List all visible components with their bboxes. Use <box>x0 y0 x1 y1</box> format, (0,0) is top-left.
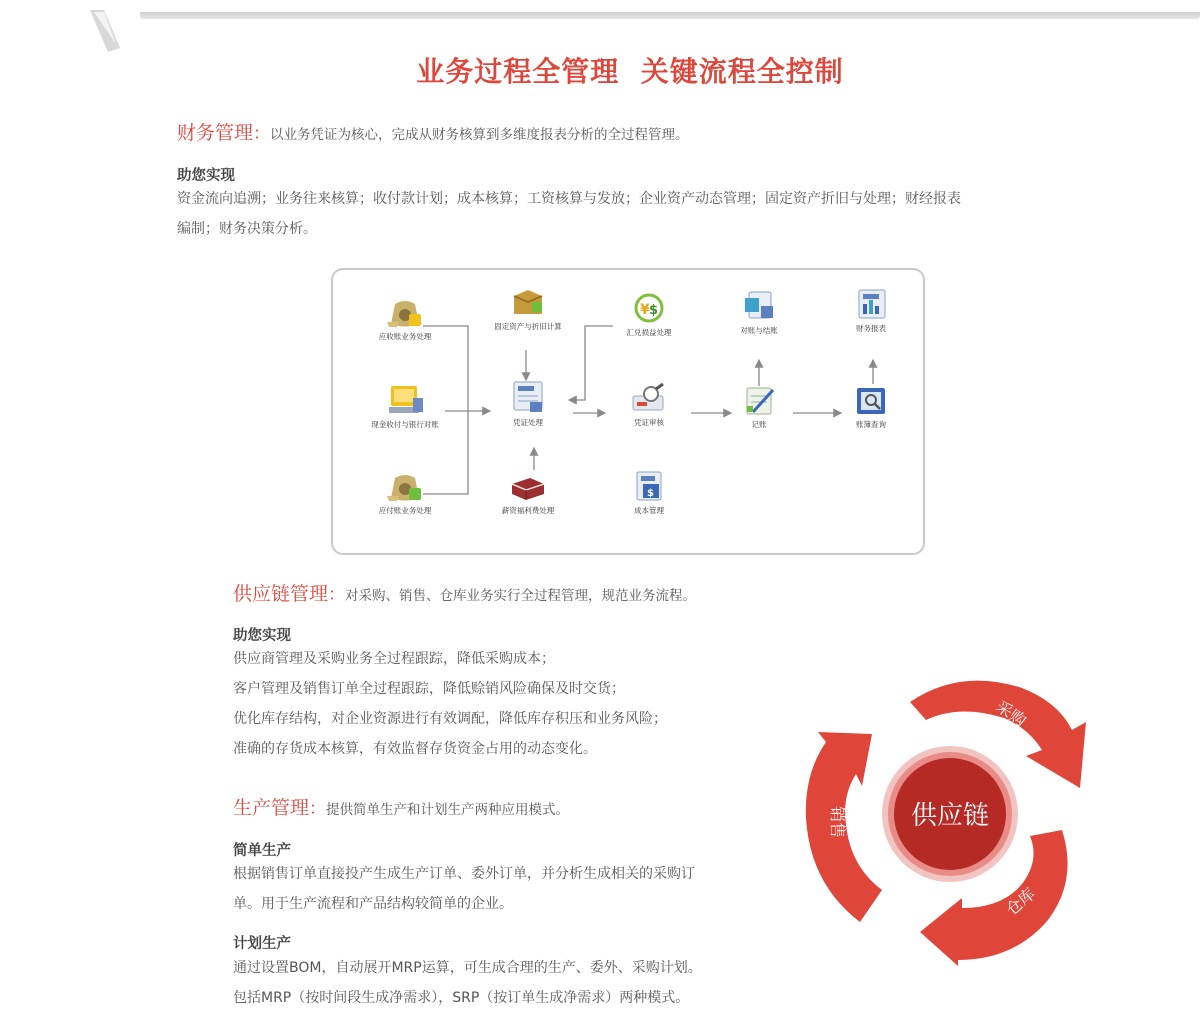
finance-title: 财务管理 <box>177 122 254 144</box>
finance-line: 编制；财务决策分析。 <box>177 221 317 237</box>
report-document-icon <box>851 288 891 320</box>
wheel-sales-label: 销售 <box>828 805 847 839</box>
node-label: 汇兑损益处理 <box>626 328 672 337</box>
node-label: 应付账业务处理 <box>378 506 432 515</box>
voucher-document-icon <box>508 380 548 414</box>
book-icon <box>508 470 548 502</box>
finance-desc: 以业务凭证为核心，完成从财务核算到多维度报表分析的全过程管理。 <box>270 127 689 143</box>
money-bag-icon <box>385 296 425 328</box>
supply-chain-cycle-diagram <box>790 670 1100 970</box>
node-label: 成本管理 <box>634 506 664 515</box>
box-icon <box>508 286 548 318</box>
wheel-warehouse-label: 仓库 <box>1002 884 1039 920</box>
node-label: 对账与结账 <box>740 326 778 335</box>
svg-text:¥: ¥ <box>640 302 650 318</box>
node-cost <box>599 470 699 516</box>
node-ledger-query <box>821 384 921 430</box>
node-fixed-assets <box>478 286 578 332</box>
supply-title: 供应链管理 <box>233 583 329 605</box>
node-receivable <box>355 296 455 342</box>
node-label: 固定资产与折旧计算 <box>494 322 562 331</box>
node-label: 记账 <box>751 420 767 429</box>
production-simple-line: 单。用于生产流程和产品结构较简单的企业。 <box>233 896 513 912</box>
supply-desc: 对采购、销售、仓库业务实行全过程管理，规范业务流程。 <box>345 588 697 604</box>
production-simple-line: 根据销售订单直接投产生成生产订单、委外订单，并分析生成相关的采购订 <box>233 866 695 882</box>
top-decor-band <box>140 12 1200 19</box>
supply-line: 优化库存结构，对企业资源进行有效调配，降低库存积压和业务风险； <box>233 711 667 727</box>
finance-line: 资金流向追溯；业务往来核算；收付款计划；成本核算；工资核算与发放；企业资产动态管理；固定资产折旧与处理；财经报表 <box>177 191 961 207</box>
svg-text:$: $ <box>647 488 654 499</box>
node-label: 凭证审核 <box>634 418 664 427</box>
node-label: 薪资福利费处理 <box>501 506 555 515</box>
svg-text:$: $ <box>649 303 659 318</box>
node-salary <box>478 470 578 516</box>
node-label: 财务报表 <box>856 324 886 333</box>
magnifier-icon <box>629 382 669 414</box>
supply-paragraph <box>233 644 667 764</box>
page-curl-decor <box>86 8 126 54</box>
node-payable <box>355 470 455 516</box>
pen-document-icon <box>739 384 779 416</box>
wheel-center-label: 供应链 <box>910 801 990 831</box>
node-exchange <box>599 292 699 338</box>
supply-line: 客户管理及销售订单全过程跟踪，降低赊销风险确保及时交货； <box>233 681 625 697</box>
node-cash-bank <box>355 384 455 430</box>
finance-paragraph <box>177 184 961 244</box>
cash-computer-icon <box>385 384 425 416</box>
finance-help-title: 助您实现 <box>177 168 235 184</box>
node-label: 应收账业务处理 <box>378 332 432 341</box>
production-desc: 提供简单生产和计划生产两种应用模式。 <box>326 802 570 818</box>
currency-exchange-icon <box>629 292 669 324</box>
production-simple-title: 简单生产 <box>233 843 291 859</box>
supply-help-title: 助您实现 <box>233 628 291 644</box>
production-colon: ： <box>309 799 327 819</box>
production-plan-paragraph <box>233 953 702 1013</box>
production-title: 生产管理 <box>233 797 310 819</box>
finance-title-row <box>177 122 689 146</box>
supply-title-row <box>233 583 696 607</box>
production-plan-line: 包括MRP（按时间段生成净需求），SRP（按订单生成净需求）两种模式。 <box>233 990 690 1006</box>
ledger-search-icon <box>851 384 891 416</box>
node-audit <box>599 382 699 428</box>
production-plan-title: 计划生产 <box>233 936 291 952</box>
supply-line: 供应商管理及采购业务全过程跟踪，降低采购成本； <box>233 651 555 667</box>
node-posting <box>709 384 809 430</box>
reconcile-document-icon <box>739 290 779 322</box>
node-label: 现金收付与银行对账 <box>371 420 439 429</box>
supply-colon: ： <box>328 585 346 605</box>
page-headline: 业务过程全管理 关键流程全控制 <box>416 55 844 88</box>
finance-flow-diagram <box>331 268 925 555</box>
node-voucher <box>478 380 578 428</box>
supply-line: 准确的存货成本核算，有效监督存货资金占用的动态变化。 <box>233 741 597 757</box>
production-title-row <box>233 797 569 821</box>
wheel-purchase-label: 采购 <box>992 696 1030 731</box>
production-plan-line: 通过设置BOM，自动展开MRP运算，可生成合理的生产、委外、采购计划。 <box>233 960 702 976</box>
cost-document-icon <box>629 470 669 502</box>
money-bag-icon <box>385 470 425 502</box>
production-simple-paragraph <box>233 859 695 919</box>
node-label: 账簿查询 <box>856 420 886 429</box>
node-reports <box>821 288 921 334</box>
node-label: 凭证处理 <box>513 418 543 427</box>
finance-colon: ： <box>253 124 271 144</box>
node-reconcile <box>709 290 809 336</box>
